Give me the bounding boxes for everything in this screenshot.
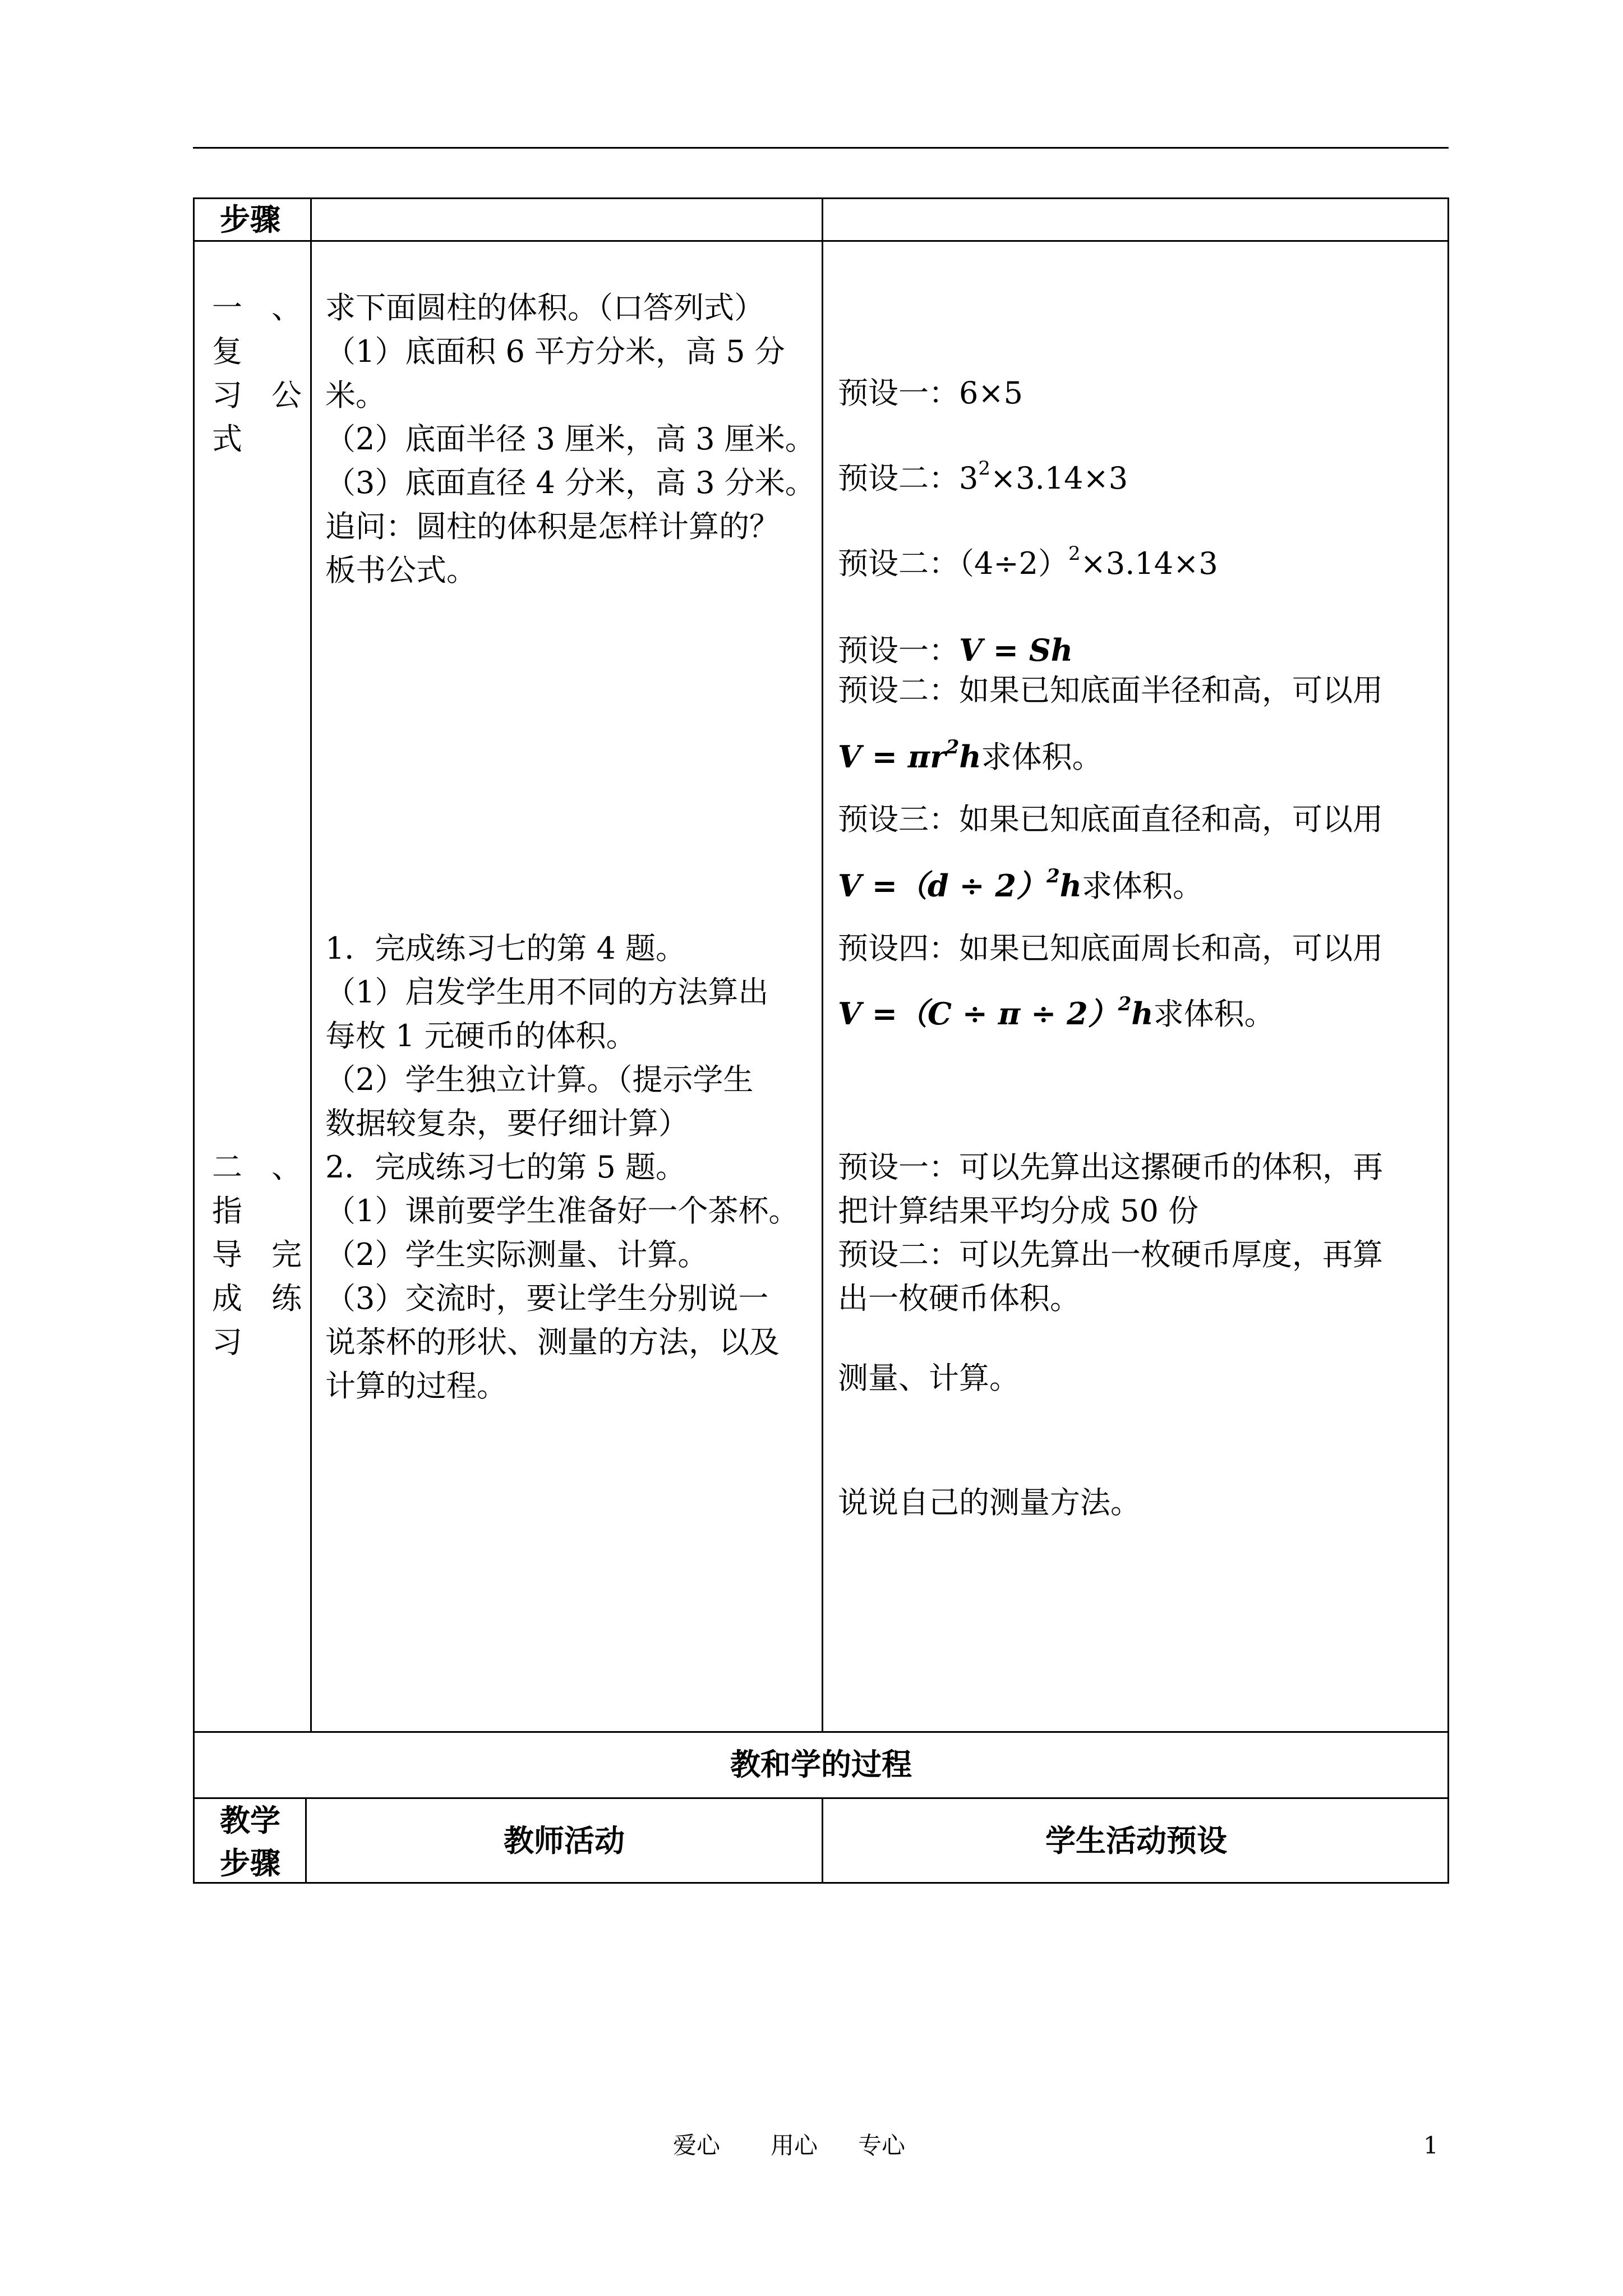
formula-preset-2 (838, 735, 1103, 779)
formula-2-exponent: 2 (946, 736, 960, 758)
formula-3-tail: 求体积。 (1082, 868, 1204, 904)
col-header-step-2: 步骤 (220, 1845, 280, 1881)
section2-teacher-line: 每枚 1 元硬币的体积。 (325, 1018, 637, 1053)
page-number: 1 (1423, 2132, 1438, 2159)
section1-teacher-line: 板书公式。 (325, 553, 477, 588)
section2-step-line: 习 (212, 1324, 242, 1360)
formula-3-b: h (1059, 868, 1082, 904)
section2-teacher-line: （2）学生实际测量、计算。 (325, 1237, 708, 1272)
preset-2-prefix: 预设二：3 (838, 461, 979, 496)
preset-3-suffix: ×3.14×3 (1080, 546, 1218, 581)
formula-4-b: h (1131, 996, 1154, 1032)
formula-preset-3-text: 预设三：如果已知底面直径和高，可以用 (838, 802, 1383, 837)
section2-teacher-line: 说茶杯的形状、测量的方法，以及 (325, 1324, 780, 1360)
formula-4-a: V =（C ÷ π ÷ 2） (838, 996, 1118, 1032)
section2-teacher-line: （3）交流时，要让学生分别说一 (325, 1281, 769, 1316)
formula-1: V = Sh (959, 632, 1073, 668)
section2-teacher-line: （1）课前要学生准备好一个茶杯。 (325, 1193, 799, 1228)
footer-right: 专心 (858, 2132, 906, 2159)
preset-3-exponent: 2 (1068, 542, 1081, 565)
section2-step (212, 1145, 302, 1364)
row-divider-header (193, 240, 1449, 242)
section2-student-say: 说说自己的测量方法。 (838, 1485, 1141, 1520)
formula-4-tail: 求体积。 (1153, 996, 1275, 1032)
section1-teacher-line: （2）底面半径 3 厘米，高 3 厘米。 (325, 421, 815, 457)
step-header: 步骤 (220, 201, 280, 237)
header-rule (193, 147, 1449, 149)
section2-teacher-line: 1．完成练习七的第 4 题。 (325, 931, 686, 966)
preset-2-exponent: 2 (978, 457, 990, 480)
section1-teacher-line: （1）底面积 6 平方分米，高 5 分 (325, 334, 785, 369)
section1-teacher-line: 追问：圆柱的体积是怎样计算的？ (325, 509, 780, 544)
section2-student-measure: 测量、计算。 (838, 1360, 1020, 1396)
section2-student-line: 预设一：可以先算出这摞硬币的体积，再 (838, 1149, 1383, 1185)
student-preset-3 (838, 542, 1218, 586)
section1-step-line: 式 (212, 421, 242, 457)
footer-left: 爱心 (673, 2132, 721, 2159)
student-preset-1: 预设一：6×5 (838, 375, 1023, 411)
formula-4-exponent: 2 (1118, 993, 1132, 1015)
process-header: 教和学的过程 (730, 1746, 912, 1782)
student-preset-2 (838, 457, 1128, 500)
preset-2-suffix: ×3.14×3 (990, 461, 1128, 496)
section2-student-line: 出一枚硬币体积。 (838, 1281, 1080, 1316)
section2-teacher-line: 数据较复杂，要仔细计算） (325, 1106, 689, 1141)
footer-mid: 用心 (771, 2132, 818, 2159)
section2-student-line: 预设二：可以先算出一枚硬币厚度，再算 (838, 1237, 1383, 1272)
formula-preset-1 (838, 628, 1073, 673)
formula-preset-3 (838, 864, 1203, 908)
section1-teacher-line: （3）底面直径 4 分米，高 3 分米。 (325, 465, 815, 500)
preset-3-prefix: 预设二：（4÷2） (838, 546, 1068, 581)
section1-step (212, 286, 302, 461)
formula-preset-4 (838, 992, 1275, 1036)
col-header-step-1: 教学 (220, 1802, 280, 1838)
section2-teacher-line: （2）学生独立计算。（提示学生 (325, 1062, 754, 1097)
col-divider-1 (310, 197, 312, 1731)
col-divider-2 (822, 197, 823, 1731)
formula-3-a: V =（d ÷ 2） (838, 868, 1047, 904)
col-header-teacher: 教师活动 (504, 1823, 625, 1858)
section1-step-line: 一、复 (212, 290, 302, 369)
col-header-student: 学生活动预设 (1045, 1823, 1227, 1858)
section2-teacher-line: 计算的过程。 (325, 1368, 507, 1404)
section2-teacher-line: 2．完成练习七的第 5 题。 (325, 1149, 686, 1185)
section1-teacher-line: 求下面圆柱的体积。（口答列式） (325, 290, 764, 325)
section2-step-line: 导 完 (212, 1237, 302, 1272)
section2-step-line: 成 练 (212, 1281, 302, 1316)
section1-step-line: 习 公 (212, 378, 302, 413)
section2-step-line: 二、指 (212, 1149, 302, 1228)
section2-teacher-line: （1）启发学生用不同的方法算出 (325, 974, 769, 1010)
formula-2-tail: 求体积。 (981, 739, 1103, 775)
section2-student-line: 把计算结果平均分成 50 份 (838, 1193, 1199, 1228)
row-divider-process-top (193, 1731, 1449, 1733)
row-divider-process-bottom (193, 1797, 1449, 1799)
formula-2-b: h (959, 739, 981, 775)
formula-1-label: 预设一： (838, 633, 959, 668)
formula-preset-4-text: 预设四：如果已知底面周长和高，可以用 (838, 931, 1383, 966)
formula-3-exponent: 2 (1046, 865, 1060, 887)
section1-teacher-line: 米。 (325, 378, 386, 413)
formula-2-a: V = πr (838, 739, 946, 775)
formula-preset-2-text: 预设二：如果已知底面半径和高，可以用 (838, 673, 1383, 708)
